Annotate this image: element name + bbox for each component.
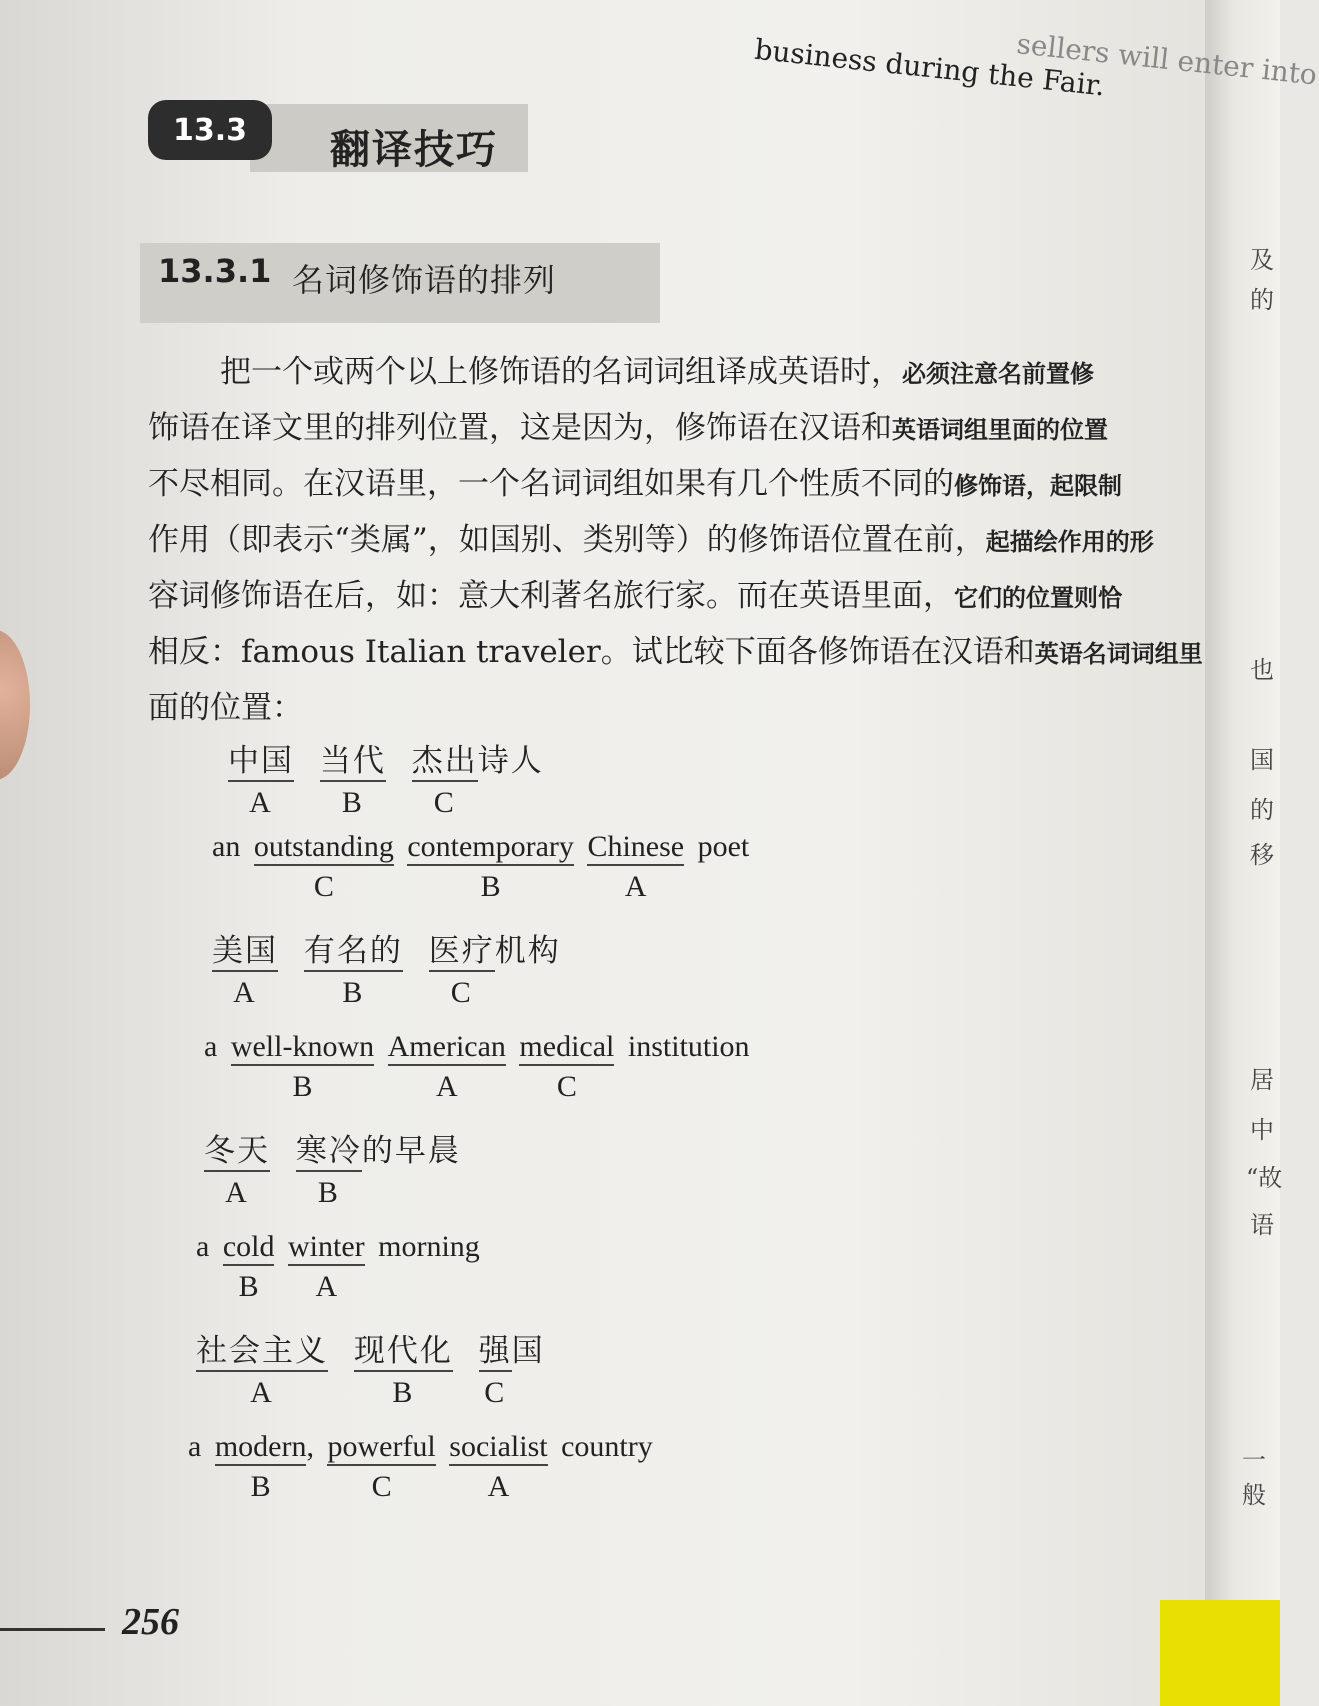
order-label: C (450, 976, 473, 1009)
phrase-word: powerful C (327, 1430, 436, 1503)
example-4-english (188, 1430, 653, 1503)
edge-fragment: 也 (1250, 656, 1274, 684)
phrase-word: a (188, 1430, 202, 1463)
edge-fragment: 一般 (1242, 1446, 1266, 1509)
phrase-word: 冬天 A (204, 1125, 270, 1172)
edge-fragment: 国 (1250, 746, 1274, 774)
edge-fragment: 中 (1250, 1116, 1274, 1144)
phrase-word: 国 (511, 1333, 545, 1369)
phrase-word: 机构 (494, 933, 561, 969)
example-2-chinese (212, 925, 561, 1009)
page-number: 256 (122, 1601, 179, 1643)
order-label: A (315, 1270, 338, 1303)
faded-line: sellers will enter into (1015, 27, 1319, 92)
section-title: 翻译技巧 (330, 127, 498, 173)
phrase-word: 医疗 C (429, 925, 495, 972)
example-1-chinese (228, 735, 544, 819)
order-label: B (317, 1176, 340, 1209)
order-label: B (250, 1470, 271, 1503)
phrase-word: institution (627, 1030, 750, 1063)
order-label: B (238, 1270, 259, 1303)
phrase-word: 强 C (479, 1325, 512, 1372)
line-tail: 修饰语，起限制 (954, 471, 1122, 500)
phrase-word: 的早晨 (361, 1133, 461, 1169)
phrase-word: 诗人 (477, 743, 544, 779)
line-text: 容词修饰语在后，如：意大利著名旅行家。而在英语里面， (148, 578, 954, 614)
line-text: 面的位置： (148, 690, 303, 726)
line-tail: 它们的位置则恰 (954, 583, 1122, 612)
paragraph-line (148, 625, 1203, 681)
phrase-word: 美国 A (212, 925, 278, 972)
section-number-badge: 13.3 (148, 100, 272, 160)
line-text: 把一个或两个以上修饰语的名词词组译成英语时， (220, 354, 902, 390)
subsection-title: 名词修饰语的排列 (292, 261, 557, 299)
example-2-english (204, 1030, 750, 1103)
phrase-word: medical C (519, 1030, 615, 1103)
phrase-word: 有名的 B (304, 925, 403, 972)
edge-fragment: 及 (1250, 246, 1274, 274)
phrase-word: American A (387, 1030, 506, 1103)
phrase-word: poet (697, 830, 750, 863)
order-label: A (624, 870, 647, 903)
edge-fragment: “故 (1246, 1164, 1283, 1192)
subsection-number: 13.3.1 (158, 252, 272, 290)
paragraph-line (148, 345, 1203, 401)
top-line: business during the Fair. (753, 32, 1107, 103)
footer-rule (0, 1628, 105, 1631)
intro-paragraph (148, 345, 1203, 735)
phrase-word: 现代化 B (354, 1325, 453, 1372)
line-text: 相反：famous Italian traveler。试比较下面各修饰语在汉语和 (148, 634, 1035, 670)
order-label: B (392, 1376, 415, 1409)
line-text: 不尽相同。在汉语里，一个名词词组如果有几个性质不同的 (148, 466, 954, 502)
phrase-word: 当代 B (320, 735, 386, 782)
example-3-chinese (204, 1125, 461, 1209)
example-4-chinese (196, 1325, 545, 1409)
phrase-word: an (212, 830, 241, 863)
paragraph-line (148, 513, 1203, 569)
phrase-word: contemporary B (407, 830, 574, 903)
line-tail: 英语名词词组里 (1034, 639, 1203, 668)
order-label: C (313, 870, 334, 903)
line-tail: 起描绘作用的形 (985, 527, 1154, 556)
order-label: A (250, 1376, 274, 1409)
background-surface (1160, 1600, 1280, 1706)
order-label: B (292, 1070, 313, 1103)
edge-fragment: 移 (1250, 841, 1274, 869)
order-label: C (556, 1070, 577, 1103)
phrase-word: 社会主义 A (196, 1325, 328, 1372)
paragraph-line (148, 569, 1203, 625)
phrase-word: 杰出 C (412, 735, 478, 782)
order-label: A (487, 1470, 510, 1503)
line-text: 饰语在译文里的排列位置，这是因为，修饰语在汉语和 (148, 410, 892, 446)
order-label: B (342, 976, 365, 1009)
phrase-word: , (306, 1430, 314, 1463)
order-label: C (371, 1470, 392, 1503)
phrase-word: socialist A (449, 1430, 548, 1503)
phrase-word: Chinese A (587, 830, 685, 903)
phrase-word: modern B (214, 1430, 307, 1503)
phrase-word: 寒冷 B (296, 1125, 362, 1172)
example-3-english (196, 1230, 480, 1303)
phrase-word: cold B (222, 1230, 275, 1303)
order-label: A (249, 786, 273, 819)
phrase-word: winter A (287, 1230, 365, 1303)
phrase-word: outstanding C (253, 830, 394, 903)
line-text: 作用（即表示“类属”，如国别、类别等）的修饰语位置在前， (148, 522, 986, 558)
paragraph-line (148, 681, 1203, 735)
line-tail: 英语词组里面的位置 (892, 415, 1108, 444)
line-tail: 必须注意名前置修 (902, 359, 1094, 388)
order-label: A (225, 1176, 249, 1209)
phrase-word: a (204, 1030, 218, 1063)
edge-fragment: 的 (1250, 796, 1274, 824)
order-label: A (435, 1070, 458, 1103)
phrase-word: country (561, 1430, 653, 1463)
phrase-word: morning (378, 1230, 480, 1263)
order-label: A (233, 976, 257, 1009)
order-label: C (433, 786, 456, 819)
order-label: B (341, 786, 364, 819)
example-1-english (212, 830, 750, 903)
phrase-word: well-known B (230, 1030, 375, 1103)
order-label: C (484, 1376, 507, 1409)
edge-fragment: 居 (1250, 1066, 1274, 1094)
order-label: B (480, 870, 501, 903)
edge-fragment: 的 (1250, 286, 1274, 314)
edge-fragment: 语 (1250, 1211, 1274, 1239)
paragraph-line (148, 457, 1203, 513)
paragraph-line (148, 401, 1203, 457)
phrase-word: 中国 A (228, 735, 294, 782)
phrase-word: a (196, 1230, 210, 1263)
